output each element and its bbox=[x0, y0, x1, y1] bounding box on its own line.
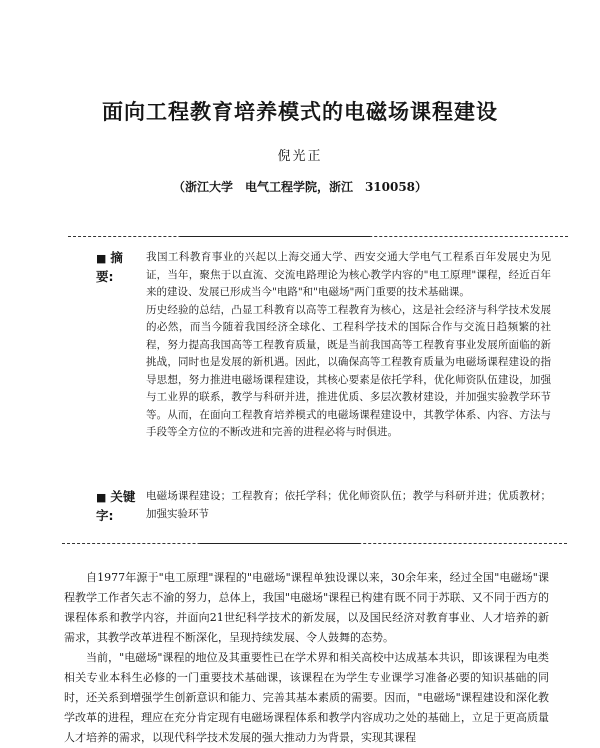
author-affiliation: （浙江大学 电气工程学院，浙江 310058） bbox=[172, 180, 428, 194]
keywords-heading: ■ 关键字: bbox=[96, 489, 136, 523]
author-name: 倪光正 bbox=[277, 149, 323, 164]
abstract-paragraph: 我国工科教育事业的兴起以上海交通大学、西安交通大学电气工程系百年发展史为见证，当年，聚焦于以直流、交流电路理论为核心教学内容的"电工原理"课程，经近百年来的建设、发展已形成当今"电路"和"电磁场"两门重要的技术基础课。 bbox=[146, 251, 551, 298]
square-bullet-icon: ■ bbox=[96, 252, 107, 265]
keywords-section bbox=[96, 488, 551, 524]
article-title: 面向工程教育培养模式的电磁场课程建设 bbox=[102, 100, 498, 124]
body-paragraph: 当前，"电磁场"课程的地位及其重要性已在学术界和相关高校中达成基本共识，即该课程为电类相关专业本科生必修的一门重要技术基础课，该课程在为学生专业课学习准备必要的知识基础的同时，还关系到增强学生创新意识和能力、完善其基本素质的需要。因而，"电磁场"课程建设和深化教学改革的进程，理应在充分肯定现有电磁场课程体系和教学内容成功之处的基础上，立足于更高质量人才培养的需求，以现代科学技术发展的强大推动力为背景，实现其课程 bbox=[64, 651, 549, 744]
separator-bottom-accent bbox=[200, 543, 360, 544]
abstract-section bbox=[96, 249, 551, 442]
separator-top-accent bbox=[180, 236, 370, 237]
abstract-body bbox=[146, 249, 551, 442]
abstract-label: 摘 要 bbox=[96, 250, 136, 284]
keywords-body bbox=[146, 488, 551, 523]
body-paragraph: 自1977年源于"电工原理"课程的"电磁场"课程单独设课以来，30余年来，经过全国"电磁场"课程教学工作者矢志不渝的努力，总体上，我国"电磁场"课程已构建有既不同于苏联、又不同于西方的课程体系和教学内容，并面向21世纪科学技术的新发展，以及国民经济对教育事业、人才培养的新需求，其教学改革进程不断深化，呈现持续发展、令人鼓舞的态势。 bbox=[64, 571, 549, 644]
keywords-text: 电磁场课程建设；工程教育；依托学科；优化师资队伍；教学与科研并进；优质教材；加强实验环节 bbox=[146, 490, 551, 520]
body-text bbox=[64, 568, 549, 748]
abstract-heading: ■ 摘 要: bbox=[96, 250, 136, 284]
square-bullet-icon: ■ bbox=[96, 491, 107, 504]
keywords-label: 关键字 bbox=[96, 489, 136, 523]
abstract-paragraph: 历史经验的总结，凸显工科教育以高等工程教育为核心，这是社会经济与科学技术发展的必然，而当今随着我国经济全球化、工程科学技术的国际合作与交流日趋频繁的社程，努力提高我国高等工程教育质量，既是当前我国高等工程教育事业发展所面临的新挑战，同时也是发展的新机遇。因此，以确保高等工程教育质量为电磁场课程建设的指导思想，努力推进电磁场课程建设，其核心要素是依托学科，优化师资队伍建设，加强与工业界的联系，教学与科研并进，推进优质、多层次教材建设，并加强实验教学环节等。从而，在面向工程教育培养模式的电磁场课程建设中，其教学体系、内容、方法与手段等全方位的不断改进和完善的进程必将与时俱进。 bbox=[146, 303, 551, 438]
